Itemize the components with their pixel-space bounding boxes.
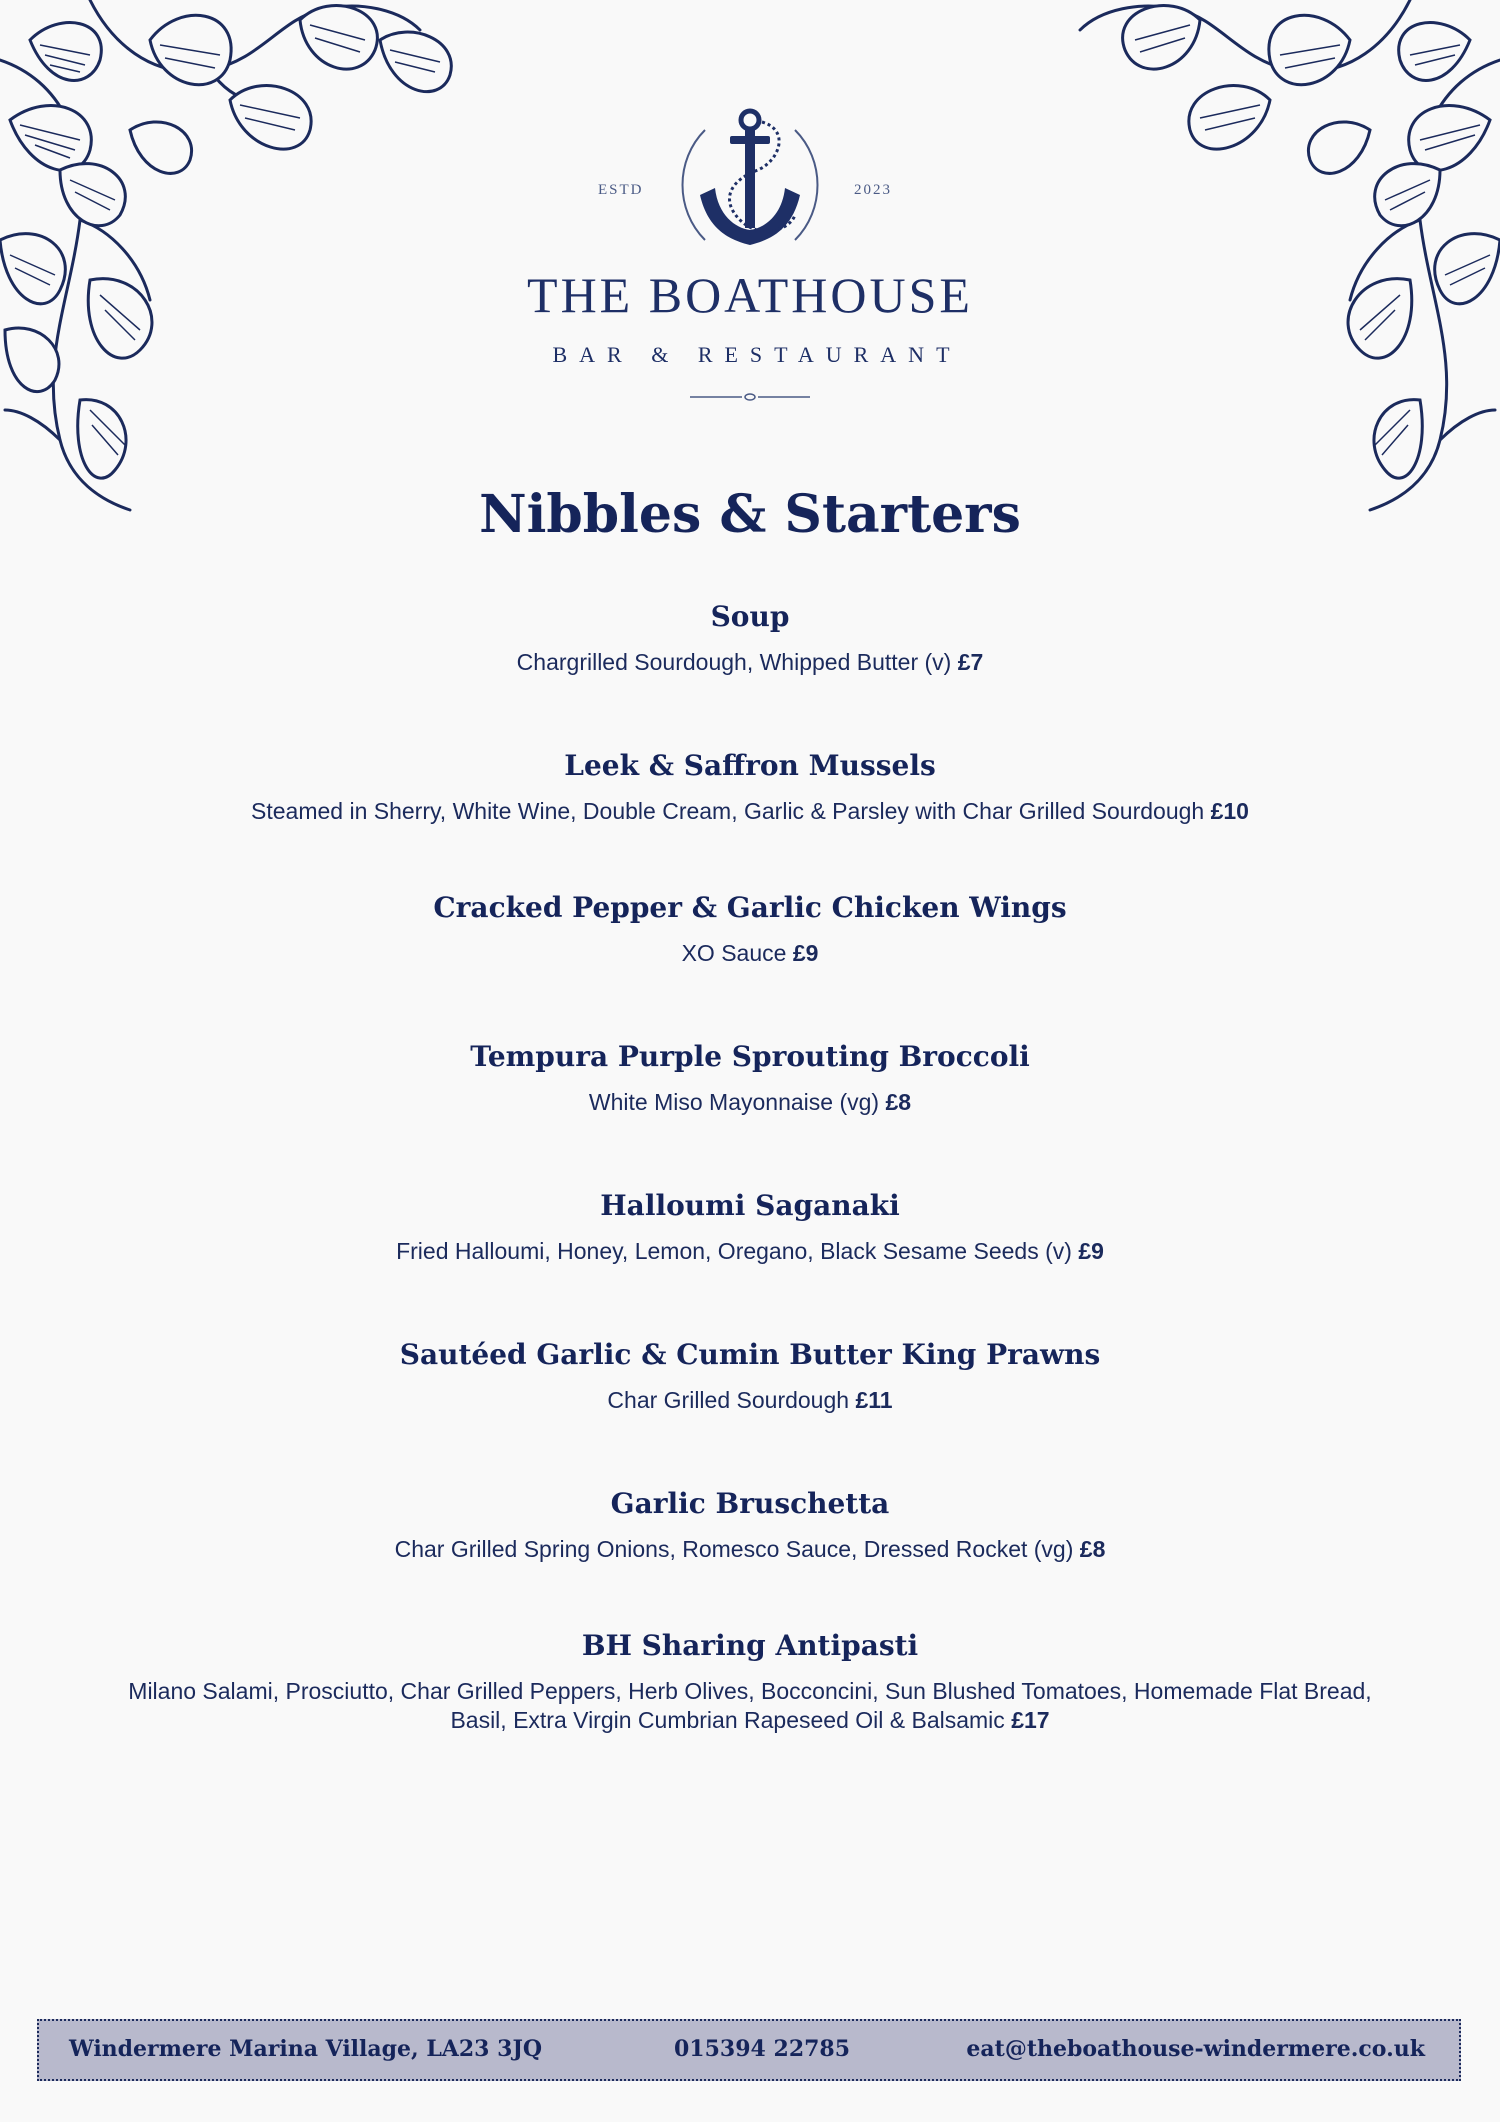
estd-year: 2023 (854, 182, 892, 198)
menu-item-price: £17 (1011, 1707, 1050, 1734)
menu-item-description: Chargrilled Sourdough, Whipped Butter (v) £7 (516, 648, 984, 675)
menu-item (100, 600, 1400, 677)
section-title: Nibbles & Starters (479, 484, 1021, 545)
menu-item (100, 891, 1400, 968)
menu-item-description: Steamed in Sherry, White Wine, Double Cream, Garlic & Parsley with Char Grilled Sourdough £10 (251, 797, 1249, 824)
menu-item-name: BH Sharing Antipasti (581, 1629, 919, 1662)
menu-item-price: £9 (792, 939, 819, 966)
menu-item-name: Soup (710, 600, 790, 633)
menu-item-price: £11 (855, 1386, 893, 1413)
menu-item-price: £7 (957, 648, 984, 675)
menu-item-description: White Miso Mayonnaise (vg) £8 (588, 1088, 912, 1115)
menu-item-price: £8 (1079, 1535, 1106, 1562)
footer-phone[interactable]: 015394 22785 (674, 2036, 851, 2062)
menu-item-name: Halloumi Saganaki (600, 1189, 900, 1222)
menu-item-description: Char Grilled Sourdough £11 (607, 1386, 893, 1413)
brand-name: THE BOATHOUSE (527, 267, 973, 323)
menu-item (100, 1487, 1400, 1564)
footer-email[interactable]: eat@theboathouse-windermere.co.uk (966, 2036, 1425, 2062)
menu-item-name: Tempura Purple Sprouting Broccoli (470, 1040, 1030, 1073)
anchor-icon (670, 100, 830, 260)
menu-item-name: Cracked Pepper & Garlic Chicken Wings (433, 891, 1067, 924)
menu-item (100, 1338, 1400, 1415)
menu-item-name: Leek & Saffron Mussels (564, 749, 936, 782)
divider-flourish-icon (690, 390, 810, 404)
brand-subtitle: BAR & RESTAURANT (552, 342, 962, 367)
menu-item-name: Sautéed Garlic & Cumin Butter King Prawns (399, 1338, 1101, 1371)
estd-label: ESTD (598, 182, 644, 198)
brand-logo (0, 100, 1500, 404)
menu-item (100, 1629, 1400, 1736)
menu-item-price: £8 (885, 1088, 912, 1115)
menu-item-description: Fried Halloumi, Honey, Lemon, Oregano, Black Sesame Seeds (v) £9 (396, 1237, 1104, 1264)
menu-item (100, 749, 1400, 826)
footer-address: Windermere Marina Village, LA23 3JQ (69, 2036, 543, 2062)
menu-item-price: £9 (1078, 1237, 1104, 1264)
contact-footer (37, 2019, 1461, 2081)
menu-item-description: Milano Salami, Prosciutto, Char Grilled Peppers, Herb Olives, Bocconcini, Sun Blushed Tomatoes, Homemade Flat Bread, Basil, Extra Virgin Cumbrian Rapeseed Oil & Balsamic £17 (128, 1677, 1372, 1734)
menu-item-description: Char Grilled Spring Onions, Romesco Sauce, Dressed Rocket (vg) £8 (394, 1535, 1106, 1562)
menu-item-description: XO Sauce £9 (681, 939, 819, 966)
menu-item (100, 1040, 1400, 1117)
menu-item-name: Garlic Bruschetta (610, 1487, 890, 1520)
menu-item-price: £10 (1210, 797, 1249, 824)
menu-item (100, 1189, 1400, 1266)
